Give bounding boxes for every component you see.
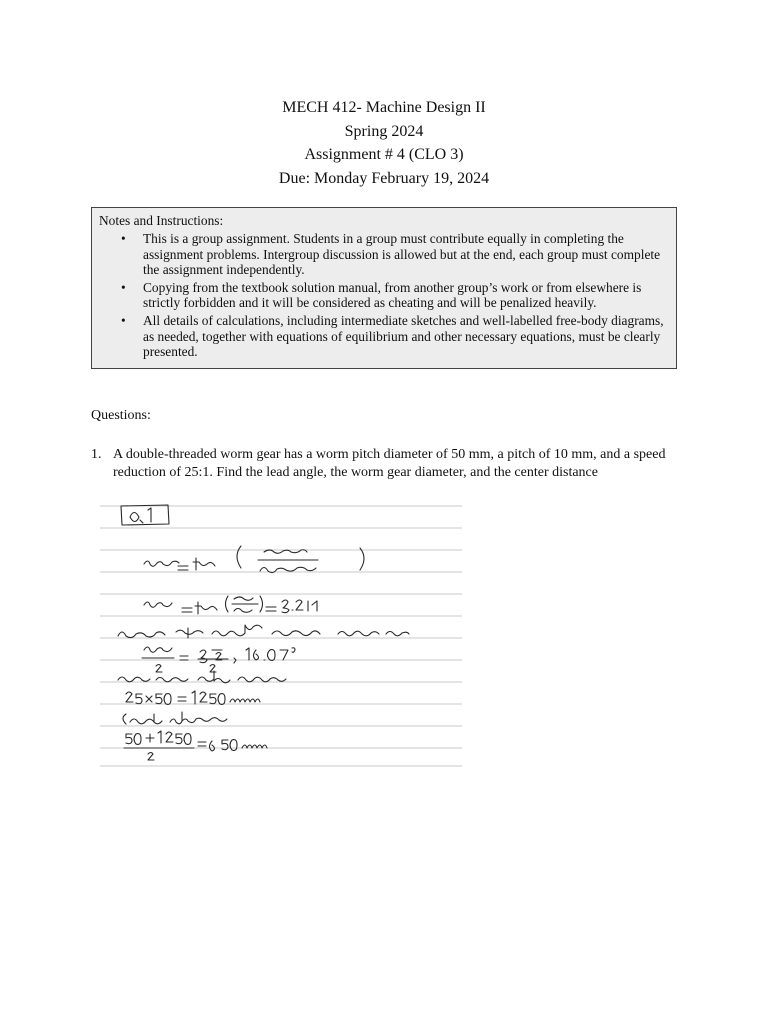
handwritten-line-5: [116, 678, 142, 681]
handwritten-line-4: [136, 657, 168, 659]
questions-label: Questions:: [91, 408, 151, 423]
note-text: This is a group assignment. Students in a group must contribute equally in completing the assignment problems. Intergroup discussion is allowed but at the end, each group must complete the assignment independently.: [143, 231, 661, 278]
handwritten-line-8: [124, 742, 149, 745]
handwritten-line-6: [124, 700, 145, 703]
note-item: [99, 313, 668, 360]
notes-list: [99, 231, 668, 360]
bullet-icon: •: [121, 231, 126, 246]
handwritten-line-7: [124, 720, 141, 723]
question-text: A double-threaded worm gear has a worm pitch diameter of 50 mm, a pitch of 10 mm, and a speed reduction of 25:1. Find the lead angle, the worm gear diameter, and the center distance: [113, 447, 666, 480]
question-1: [91, 446, 691, 482]
note-text: Copying from the textbook solution manual, from another group’s work or from elsewhere is strictly forbidden and it will be considered as cheating and will be penalized heavily.: [143, 279, 642, 311]
due-date: Due: Monday February 19, 2024: [278, 169, 490, 187]
handwritten-line-1: [136, 560, 190, 563]
bullet-icon: •: [121, 279, 126, 295]
note-item: [99, 231, 668, 278]
handwritten-tag: [122, 517, 126, 519]
bullet-icon: •: [121, 312, 126, 328]
document-header: [0, 96, 768, 190]
assignment-title: Assignment # 4 (CLO 3): [304, 146, 464, 163]
course-title: MECH 412- Machine Design II: [282, 99, 486, 116]
note-item: [99, 280, 668, 311]
handwritten-line-2: [136, 604, 180, 607]
term: Spring 2024: [344, 122, 424, 140]
handwritten-solution-image: [96, 498, 464, 770]
handwritten-solution: [96, 498, 464, 770]
question-number: 1.: [91, 447, 102, 462]
note-text: All details of calculations, including intermediate sketches and well-labelled free-body diagrams, as needed, together with equations of equilibrium and other necessary equations, must be clearly presented.: [143, 312, 664, 360]
handwritten-line-3: [116, 632, 160, 635]
notes-title: Notes and Instructions:: [99, 213, 224, 228]
notes-box: [91, 207, 677, 369]
